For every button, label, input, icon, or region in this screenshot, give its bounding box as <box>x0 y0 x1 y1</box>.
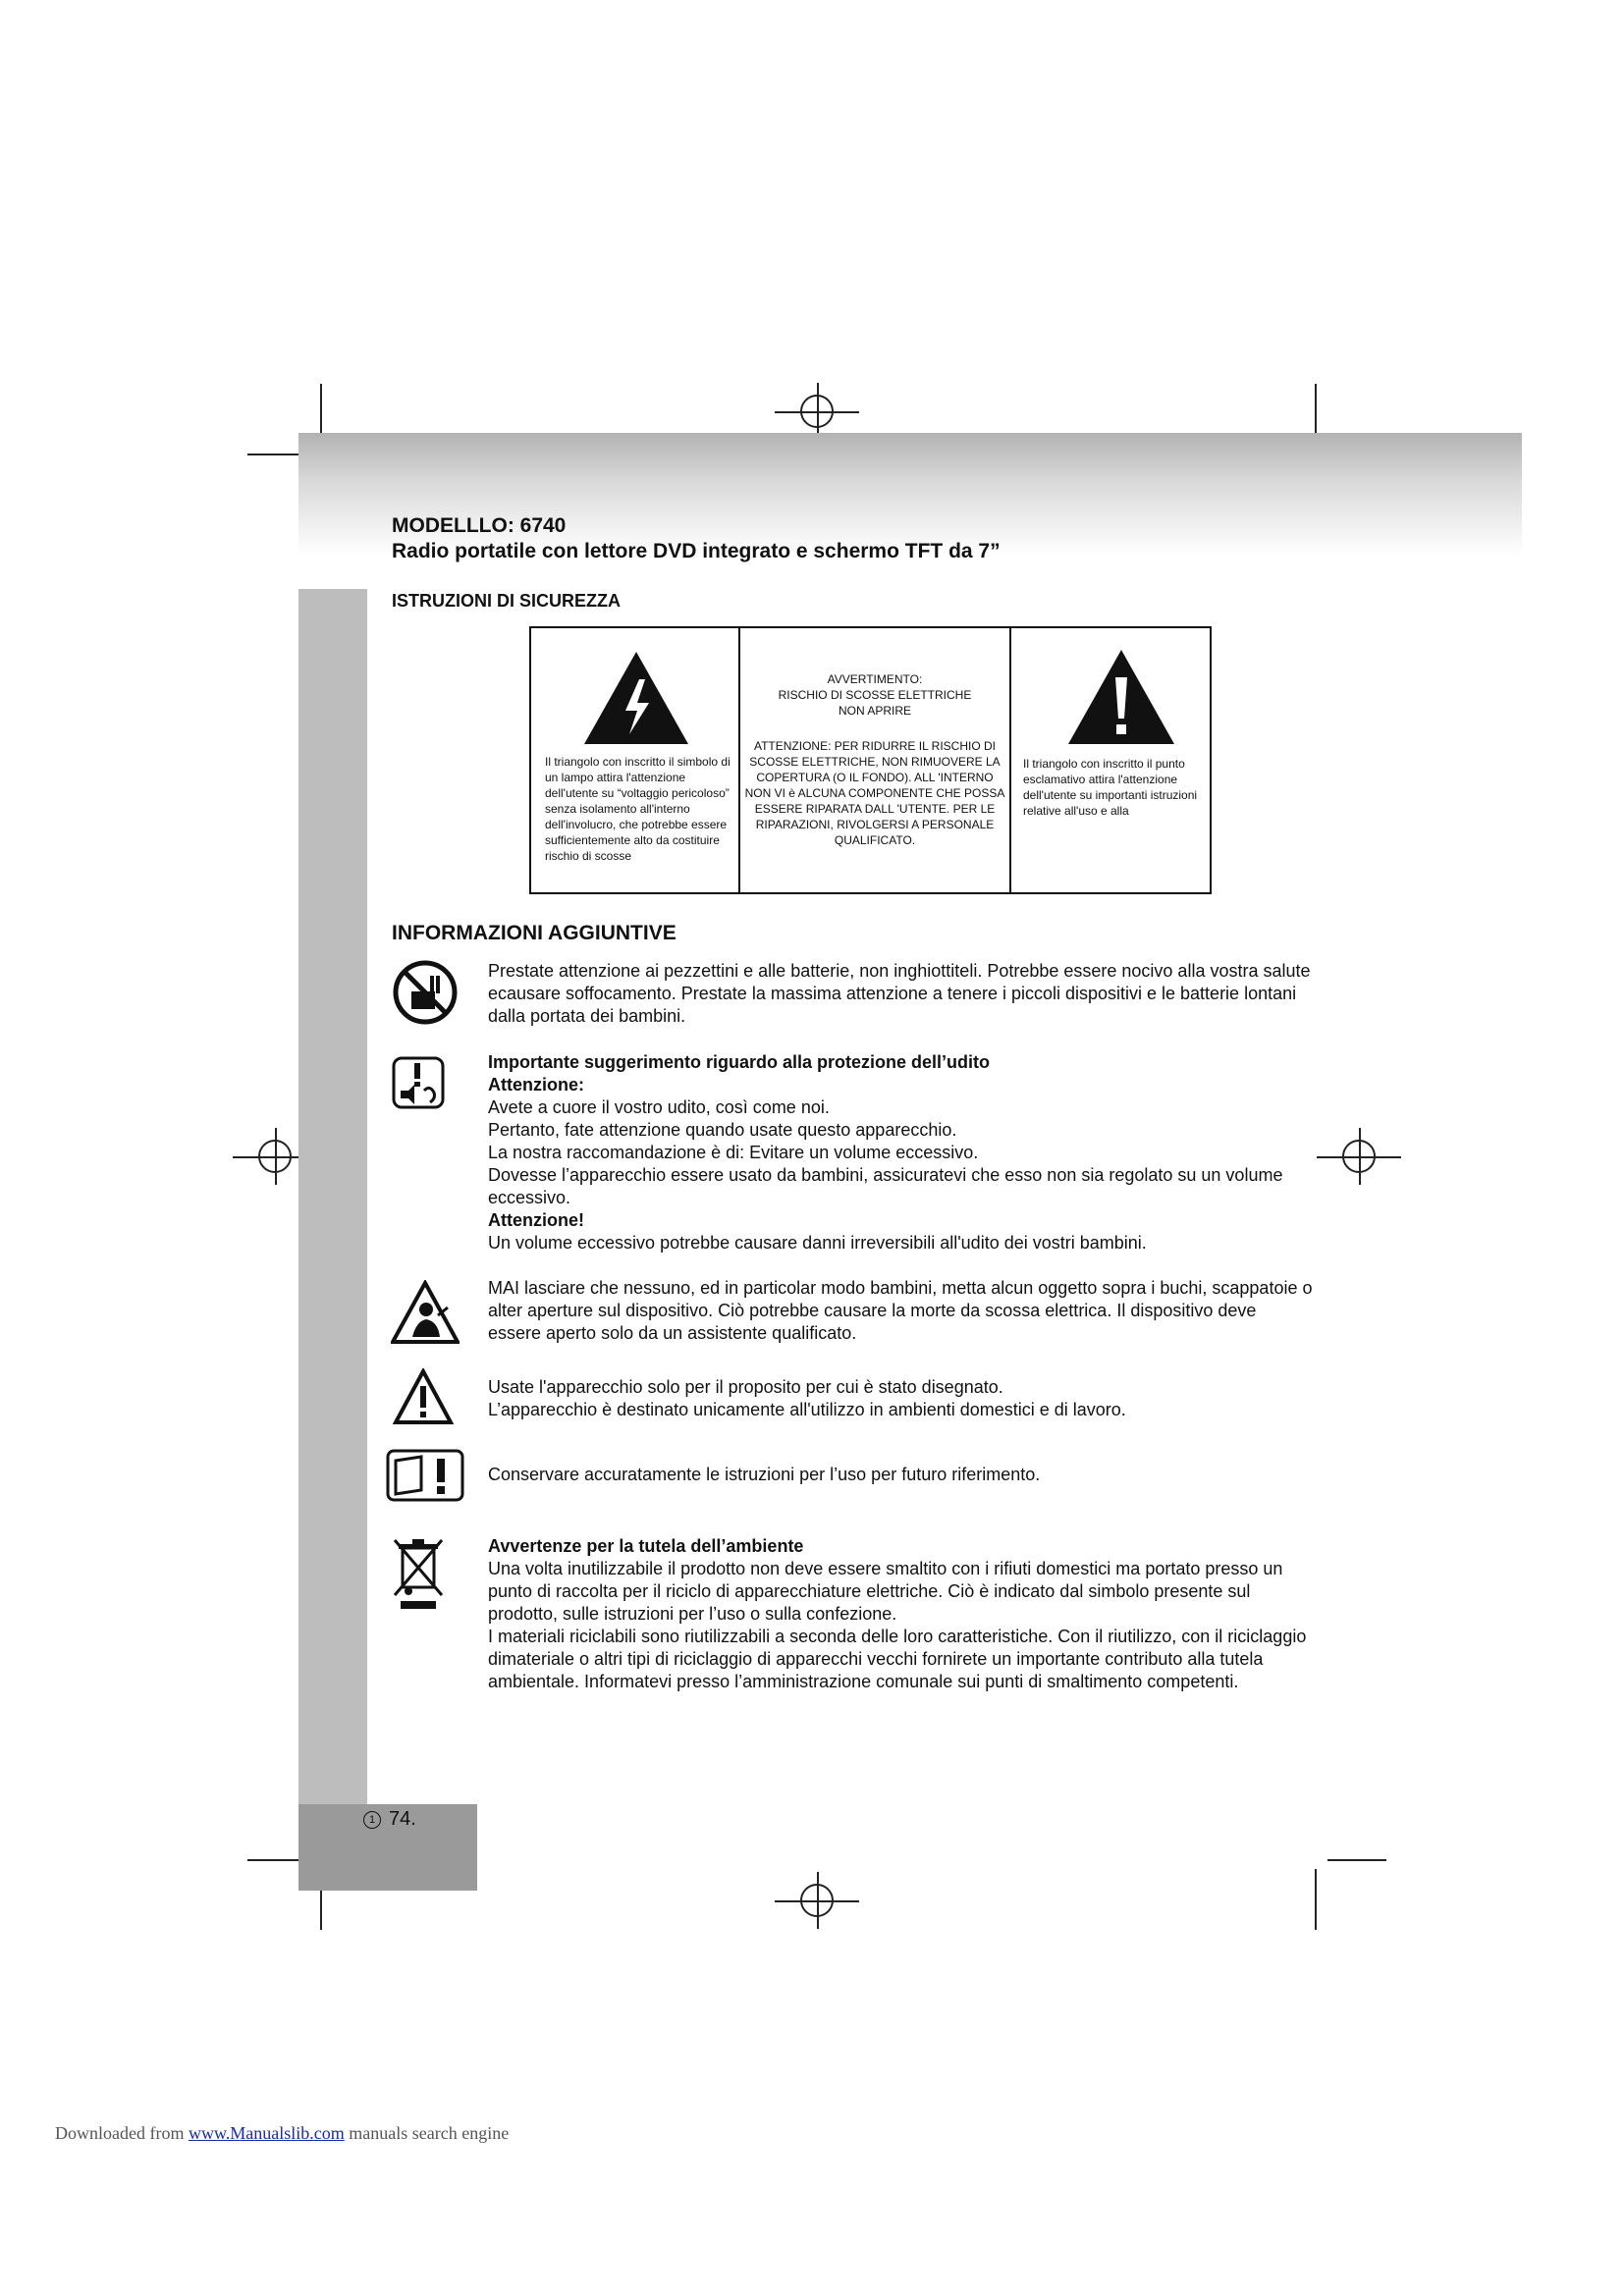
info-section-title: INFORMAZIONI AGGIUNTIVE <box>392 922 677 944</box>
safety-section-title: ISTRUZIONI DI SICUREZZA <box>392 591 621 611</box>
registration-mark <box>800 1884 834 1917</box>
crop-mark <box>1315 1869 1317 1930</box>
avvertimento-text: AVVERTIMENTO: RISCHIO DI SCOSSE ELETTRICHE NON APRIRE <box>778 672 972 718</box>
lightning-triangle-icon <box>582 650 690 746</box>
crop-mark <box>247 454 306 455</box>
crop-mark <box>1327 1859 1386 1861</box>
download-footer <box>55 2123 509 2144</box>
attenzione-text: ATTENZIONE: PER RIDURRE IL RISCHIO DI SCOSSE ELETTRICHE, NON RIMUOVERE LA COPERTURA (O IL FONDO). ALL 'INTERNO NON VI è ALCUNA COMPONENTE CHE POSSA ESSERE RIPARATA DALL 'UTENTE. PER LE RIPARAZIONI, RIVOLGERSI A PERSONALE QUALIFICATO. <box>744 739 1005 847</box>
info-paragraph-environment <box>488 1535 1313 1693</box>
hearing-attention-1: Attenzione: <box>488 1075 584 1095</box>
info-paragraph-openings: MAI lasciare che nessuno, ed in particolar modo bambini, metta alcun oggetto sopra i buchi, scappatoie o alter aperture sul dispositivo. Ciò potrebbe causare la morte da scossa elettrica. Il dispositivo deve essere aperto solo da un assistente qualificato. <box>488 1278 1313 1343</box>
environment-line-2: I materiali riciclabili sono riutilizzabili a seconda delle loro caratteristiche. Con il riutilizzo, con il riciclaggio dimateriale o altri tipi di riciclaggio di apparecchi vecchi fornirete un importante contributo alla tutela ambientale. Informatevi presso l’amministrazione comunale sui punti di smaltimento competenti. <box>488 1627 1307 1691</box>
registration-mark <box>1342 1140 1376 1173</box>
hearing-warning-icon <box>391 1055 446 1110</box>
hearing-attention-2: Attenzione! <box>488 1210 584 1230</box>
exclamation-triangle-icon <box>1066 648 1176 746</box>
manualslib-link[interactable]: www.Manualslib.com <box>188 2123 345 2143</box>
crop-mark <box>320 384 322 439</box>
footer-prefix: Downloaded from <box>55 2123 189 2143</box>
warning-label-table <box>529 626 1212 894</box>
hearing-line-5: Un volume eccessivo potrebbe causare danni irreversibili all'udito dei vostri bambini. <box>488 1233 1147 1253</box>
warning-cell-exclamation <box>1011 628 1210 892</box>
crop-mark <box>247 1859 306 1861</box>
hearing-line-3: La nostra raccomandazione è di: Evitare un volume eccessivo. <box>488 1143 979 1162</box>
hearing-line-2: Pertanto, fate attenzione quando usate questo apparecchio. <box>488 1120 957 1140</box>
info-paragraph-small-parts: Prestate attenzione ai pezzettini e alle batterie, non inghiottiteli. Potrebbe essere nocivo alla vostra salute ecausare soffocamento. Prestate la massima attenzione a tenere i piccoli dispositivi e le batterie lontani dalla portata dei bambini. <box>488 961 1311 1026</box>
usage-line-2: L’apparecchio è destinato unicamente all'utilizzo in ambienti domestici e di lavoro. <box>488 1400 1126 1419</box>
info-paragraph-hearing <box>488 1051 1313 1255</box>
environment-title: Avvertenze per la tutela dell’ambiente <box>488 1536 804 1556</box>
warning-cell-lightning <box>531 628 740 892</box>
manual-book-icon <box>386 1449 464 1502</box>
no-swallow-icon <box>393 960 458 1025</box>
registration-mark <box>800 395 834 428</box>
info-paragraph-usage <box>488 1376 1313 1421</box>
side-band <box>298 589 367 1806</box>
hearing-line-1: Avete a cuore il vostro udito, così come noi. <box>488 1097 830 1117</box>
page-number <box>363 1808 416 1831</box>
page-number-text: 74. <box>389 1808 416 1830</box>
page-circle-icon: 1 <box>363 1811 381 1829</box>
child-hazard-icon <box>391 1280 460 1345</box>
hearing-title: Importante suggerimento riguardo alla protezione dell’udito <box>488 1052 991 1072</box>
registration-mark <box>258 1140 292 1173</box>
model-title: MODELLLO: 6740 <box>392 514 567 537</box>
environment-line-1: Una volta inutilizzabile il prodotto non deve essere smaltito con i rifiuti domestici ma portato presso un punto di raccolta per il riciclo di apparecchiature elettriche. Ciò è indicato dal simbolo presente sul prodotto, sulle istruzioni per l’uso o sulla confezione. <box>488 1559 1283 1624</box>
usage-line-1: Usate l'apparecchio solo per il proposito per cui è stato disegnato. <box>488 1377 1003 1397</box>
hearing-line-4: Dovesse l’apparecchio essere usato da bambini, assicuratevi che esso non sia regolato su un volume eccessivo. <box>488 1165 1283 1207</box>
exclamation-warning-text: Il triangolo con inscritto il punto esclamativo attira l'attenzione dell'utente su importanti istruzioni relative all'uso e alla <box>1023 757 1198 818</box>
crop-mark <box>1315 384 1317 439</box>
weee-bin-icon <box>391 1536 446 1611</box>
lightning-warning-text: Il triangolo con inscritto il simbolo di un lampo attira l'attenzione dell'utente su “voltaggio pericoloso” senza isolamento all'interno dell'involucro, che potrebbe essere sufficientemente alto da costituire rischio di scosse <box>545 755 731 863</box>
warning-cell-text <box>740 628 1011 892</box>
product-subtitle: Radio portatile con lettore DVD integrato e schermo TFT da 7” <box>392 540 1001 562</box>
info-paragraph-keep-manual: Conservare accuratamente le istruzioni per l’uso per futuro riferimento. <box>488 1465 1041 1484</box>
caution-icon <box>393 1368 454 1425</box>
footer-suffix: manuals search engine <box>344 2123 510 2143</box>
